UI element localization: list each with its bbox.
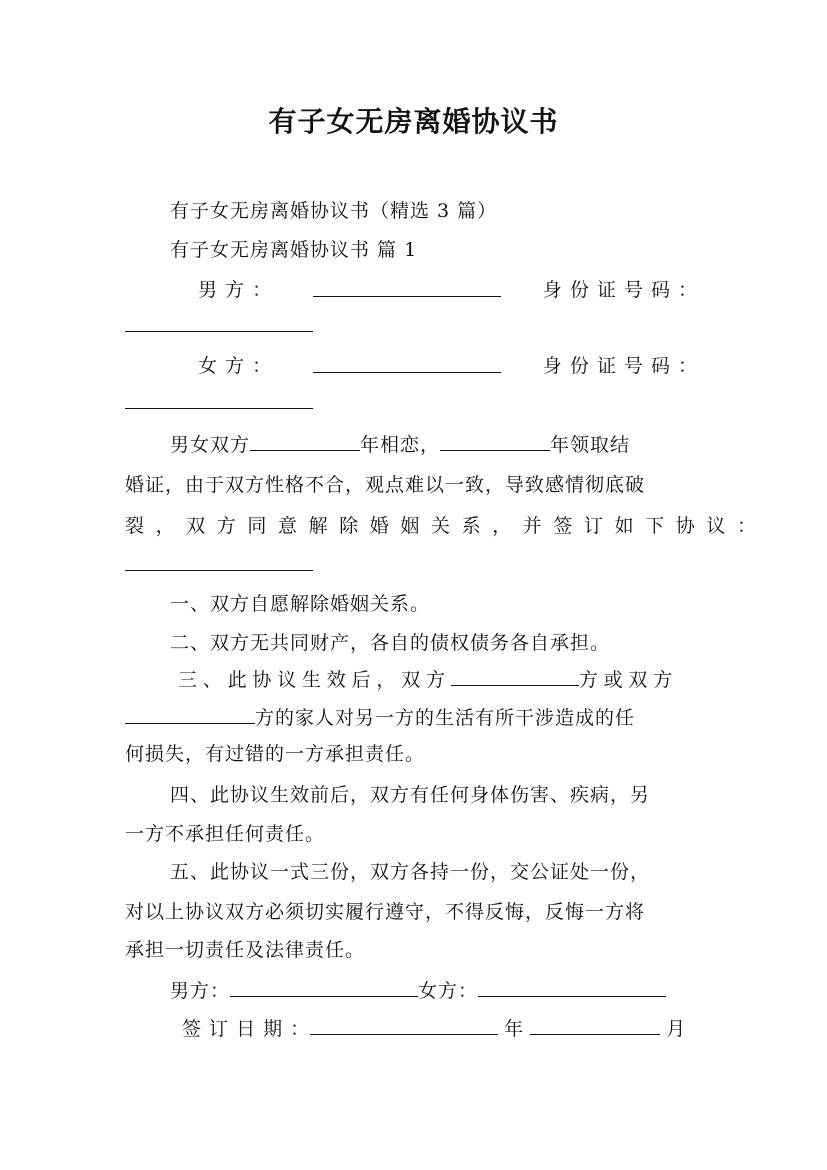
intro-blank-line — [125, 552, 700, 577]
sign-man-blank[interactable] — [230, 978, 418, 997]
man-name-blank[interactable] — [313, 278, 501, 297]
party-blank[interactable] — [451, 667, 579, 686]
clause-1: 一、双方自愿解除婚姻关系。 — [170, 593, 431, 615]
woman-id-line — [125, 390, 700, 415]
intro-text-c: 年领取结 — [550, 434, 631, 456]
sign-year-label: 年 — [504, 1018, 525, 1040]
sign-month-blank[interactable] — [530, 1016, 660, 1035]
man-party-line — [198, 278, 698, 302]
sign-man-label: 男方： — [170, 980, 231, 1002]
man-id-blank[interactable] — [125, 313, 313, 332]
signature-line — [170, 978, 700, 1003]
document-subtitle: 有子女无房离婚协议书（精选 3 篇） — [170, 200, 498, 222]
sign-month-label: 月 — [666, 1018, 687, 1040]
love-year-blank[interactable] — [250, 432, 360, 451]
clause-5-line-2: 对以上协议双方必须切实履行遵守，不得反悔，反悔一方将 — [125, 901, 646, 923]
woman-name-blank[interactable] — [313, 354, 501, 373]
intro-line-1 — [170, 432, 700, 457]
woman-id-label: 身 份 证 号 码 ： — [542, 355, 698, 377]
clause-4-line-2: 一方不承担任何责任。 — [125, 823, 326, 845]
clause-3-text-c: 方的家人对另一方的生活有所干涉造成的任 — [255, 707, 636, 729]
woman-label: 女 方 ： — [198, 355, 273, 377]
intro-line-3: 裂，双方同意解除婚姻关系，并签订如下协议： — [125, 515, 768, 537]
clause-5-line-1: 五、此协议一式三份，双方各持一份，交公证处一份， — [170, 861, 651, 883]
clause-3-line-3: 何损失，有过错的一方承担责任。 — [125, 743, 426, 765]
man-id-line — [125, 313, 700, 338]
document-title: 有子女无房离婚协议书 — [268, 105, 559, 138]
clause-4-line-1: 四、此协议生效前后，双方有任何身体伤害、疾病，另 — [170, 784, 651, 806]
section-heading: 有子女无房离婚协议书 篇 1 — [170, 239, 418, 261]
intro-line-2: 婚证，由于双方性格不合，观点难以一致，导致感情彻底破 — [125, 474, 646, 496]
sign-woman-label: 女方： — [418, 980, 479, 1002]
sign-woman-blank[interactable] — [478, 978, 666, 997]
clause-3-text-a: 三、此协议生效后，双方 — [178, 669, 451, 691]
clause-3-line-2 — [125, 705, 700, 730]
marriage-year-blank[interactable] — [440, 432, 550, 451]
woman-id-blank[interactable] — [125, 390, 313, 409]
man-id-label: 身 份 证 号 码 ： — [542, 279, 698, 301]
clause-2: 二、双方无共同财产，各自的债权债务各自承担。 — [170, 632, 611, 654]
clause-5-line-3: 承担一切责任及法律责任。 — [125, 939, 366, 961]
clause-3-text-b: 方或双方 — [578, 669, 679, 691]
man-label: 男 方 ： — [198, 279, 273, 301]
agreement-blank[interactable] — [125, 552, 313, 571]
woman-party-line — [198, 354, 698, 378]
sign-date-label: 签 订 日 期 ： — [182, 1018, 311, 1040]
clause-3-line-1 — [178, 667, 700, 692]
intro-text-b: 年相恋， — [360, 434, 441, 456]
sign-date-line — [182, 1016, 702, 1041]
intro-text-a: 男女双方 — [170, 434, 251, 456]
sign-year-blank[interactable] — [310, 1016, 498, 1035]
family-party-blank[interactable] — [125, 705, 255, 724]
